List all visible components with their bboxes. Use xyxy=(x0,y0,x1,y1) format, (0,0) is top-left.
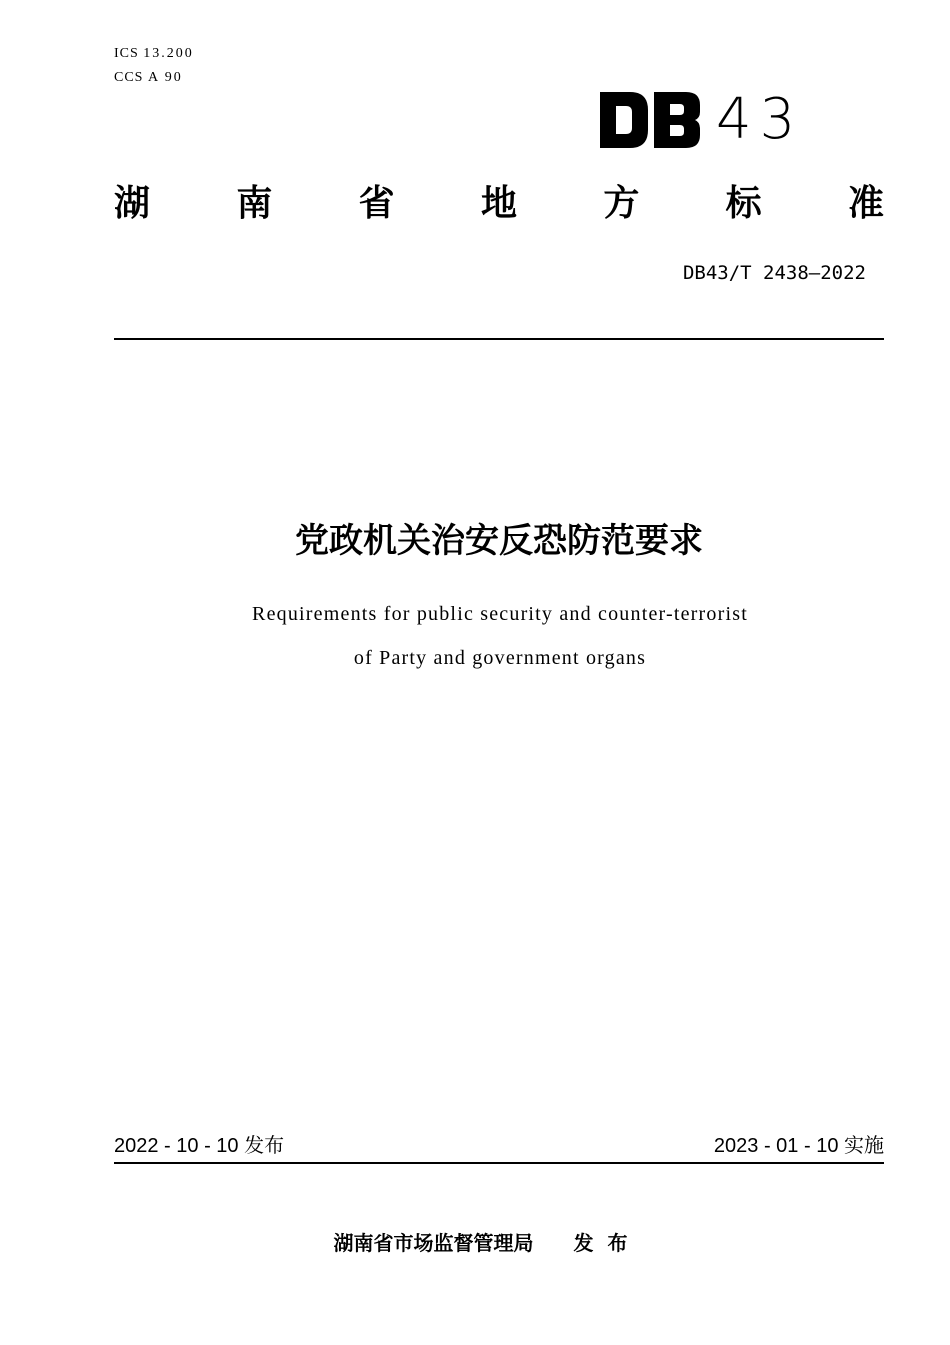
header-divider xyxy=(114,338,884,340)
ccs-code: A 90 xyxy=(147,70,183,85)
standard-type-char: 准 xyxy=(847,183,884,224)
title-chinese: 党政机关治安反恐防范要求 xyxy=(295,521,703,561)
implementation-date: 2023 - 01 - 10 实施 xyxy=(713,1135,884,1157)
footer-divider xyxy=(114,1162,884,1164)
db-logo xyxy=(600,92,702,148)
issue-date: 2022 - 10 - 10 发布 xyxy=(114,1135,285,1157)
ics-code: 13.200 xyxy=(143,46,194,61)
standard-type-char: 南 xyxy=(236,183,273,224)
ics-classification xyxy=(114,46,194,62)
standard-type-heading xyxy=(114,178,884,230)
standard-type-char: 方 xyxy=(603,183,640,224)
issuer-action: 发布 xyxy=(573,1231,642,1255)
db-province-number: 43 xyxy=(716,87,804,152)
standard-number: DB43/T 2438—2022 xyxy=(682,262,866,284)
ics-label: ICS xyxy=(114,46,139,61)
standard-type-char: 湖 xyxy=(114,183,151,224)
standard-mark xyxy=(600,88,803,152)
title-english-line-2: of Party and government organs xyxy=(353,647,647,669)
ccs-classification xyxy=(114,70,183,86)
standard-type-char: 地 xyxy=(480,183,517,224)
issuer-line xyxy=(0,1229,950,1257)
standard-type-char: 标 xyxy=(725,183,762,224)
standard-type-char: 省 xyxy=(358,183,395,224)
title-english-line-1: Requirements for public security and counter-terrorist xyxy=(252,603,748,625)
ccs-label: CCS xyxy=(114,70,144,85)
issuer-name: 湖南省市场监督管理局 xyxy=(333,1231,534,1255)
